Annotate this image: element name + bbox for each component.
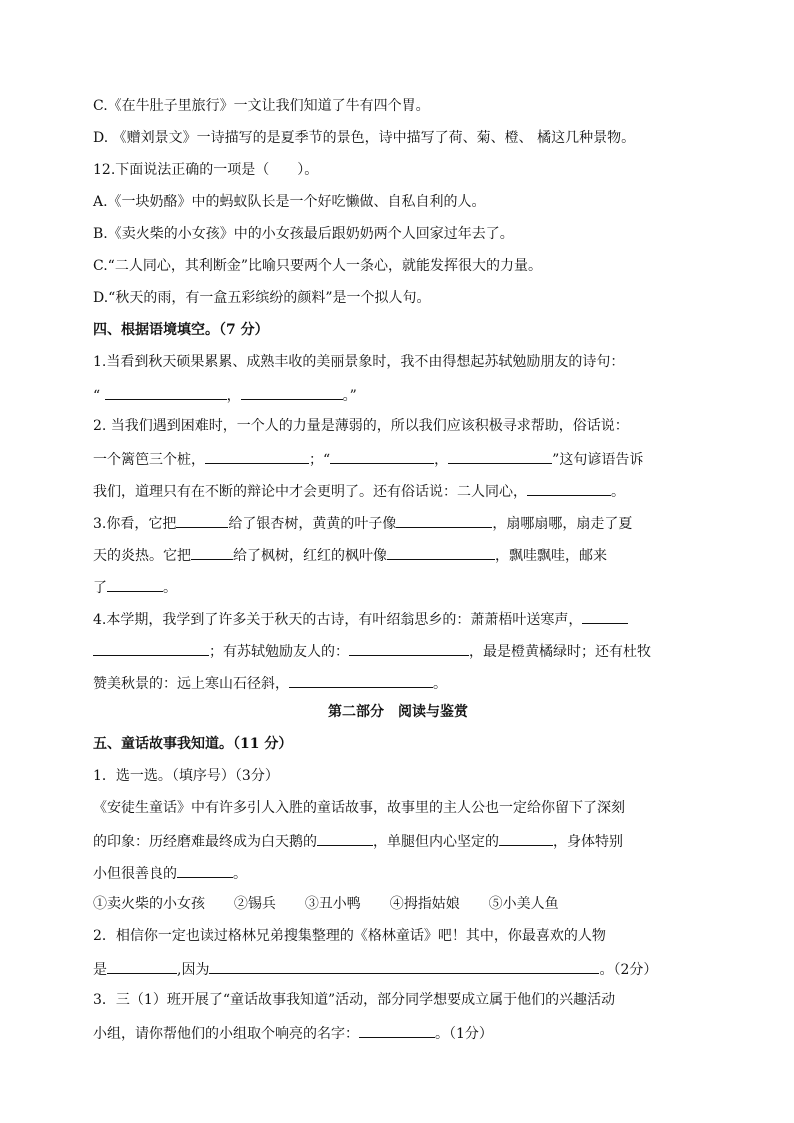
s4-q2-line3: 我们，道理只有在不断的辩论中才会更明了。还有俗话说：二人同心， 。 (93, 480, 703, 502)
blank-input[interactable] (349, 640, 469, 656)
blank-input[interactable] (448, 448, 552, 464)
blank-input[interactable] (499, 830, 553, 846)
blank-input[interactable] (330, 448, 434, 464)
blank-input[interactable] (387, 544, 495, 560)
blank-input[interactable] (191, 544, 233, 560)
blank-input[interactable] (527, 480, 611, 496)
blank-input[interactable] (93, 640, 209, 656)
q12-stem: 12.下面说法正确的一项是（ ）。 (93, 162, 319, 178)
blank-input[interactable] (241, 384, 343, 400)
q12-option-b: B.《卖火柴的小女孩》中的小女孩最后跟奶奶两个人回家过年去了。 (93, 226, 514, 242)
q11-option-c: C.《在牛肚子里旅行》一文让我们知道了牛有四个胃。 (93, 98, 430, 114)
q12-option-c: C.“二人同心，其利断金”比喻只要两个人一条心，就能发挥很大的力量。 (93, 258, 542, 274)
s5-q1-line2: 的印象：历经磨难最终成为白天鹅的 ，单腿但内心坚定的 ，身体特别 (93, 830, 703, 852)
s4-q1-line2: “ ， 。” (93, 384, 703, 406)
s5-q1-line1: 《安徒生童话》中有许多引人入胜的童话故事，故事里的主人公也一定给你留下了深刻 (93, 800, 625, 816)
s5-q1-line3: 小但很善良的 。 (93, 862, 703, 884)
s4-q1-line1: 1.当看到秋天硕果累累、成熟丰收的美丽景象时，我不由得想起苏轼勉励朋友的诗句： (93, 354, 625, 370)
blank-input[interactable] (107, 576, 163, 592)
option-1: ①卖火柴的小女孩 (93, 896, 205, 912)
blank-input[interactable] (359, 1022, 435, 1038)
q12-option-a: A.《一块奶酪》中的蚂蚁队长是一个好吃懒做、自私自利的人。 (93, 194, 486, 210)
section-5-title: 五、童话故事我知道。（11 分） (93, 736, 293, 752)
blank-input[interactable] (582, 608, 628, 624)
s5-q2-line1: 2．相信你一定也读过格林兄弟搜集整理的《格林童话》吧！其中，你最喜欢的人物 (93, 928, 606, 944)
option-3: ③丑小鸭 (304, 896, 361, 912)
blank-input[interactable] (289, 672, 433, 688)
s4-q4-line3: 赞美秋景的：远上寒山石径斜， 。 (93, 672, 703, 694)
s4-q2-line1: 2. 当我们遇到困难时，一个人的力量是薄弱的，所以我们应该积极寻求帮助，俗话说： (93, 418, 629, 434)
blank-input[interactable] (107, 958, 177, 974)
blank-input[interactable] (205, 448, 309, 464)
option-2: ②锡兵 (233, 896, 276, 912)
part-2-title: 第二部分 阅读与鉴赏 (328, 704, 468, 720)
blank-input[interactable] (317, 830, 373, 846)
option-4: ④拇指姑娘 (389, 896, 460, 912)
s5-q1-stem: 1．选一选。（填序号）（3分） (93, 768, 279, 784)
blank-input[interactable] (209, 958, 599, 974)
s5-q3-line1: 3．三（1）班开展了“童话故事我知道”活动，部分同学想要成立属于他们的兴趣活动 (93, 992, 616, 1008)
blank-input[interactable] (177, 862, 233, 878)
s4-q4-line1: 4.本学期，我学到了许多关于秋天的古诗，有叶绍翁思乡的：萧萧梧叶送寒声， (93, 608, 703, 630)
s5-q2-line2: 是 ,因为 。（2分） (93, 958, 703, 980)
option-5: ⑤小美人鱼 (488, 896, 559, 912)
s5-q3-line2: 小组，请你帮他们的小组取个响亮的名字： 。（1分） (93, 1022, 703, 1044)
section-4-title: 四、根据语境填空。（7 分） (93, 322, 269, 338)
s4-q2-line2: 一个篱笆三个桩， ；“ ， ”这句谚语告诉 (93, 448, 703, 470)
blank-input[interactable] (176, 512, 228, 528)
blank-input[interactable] (105, 384, 227, 400)
s4-q3-line1: 3.你看，它把 给了银杏树，黄黄的叶子像 ，扇哪扇哪，扇走了夏 (93, 512, 703, 534)
s5-q1-options (93, 894, 703, 914)
q11-option-d: D. 《赠刘景文》一诗描写的是夏季节的景色，诗中描写了荷、菊、橙、 橘这几种景物。 (93, 130, 636, 146)
s4-q3-line3: 了 。 (93, 576, 703, 598)
q12-option-d: D.“秋天的雨，有一盒五彩缤纷的颜料”是一个拟人句。 (93, 290, 431, 306)
s4-q4-line2: ；有苏轼勉励友人的： ，最是橙黄橘绿时；还有杜牧 (93, 640, 703, 662)
blank-input[interactable] (396, 512, 492, 528)
s4-q3-line2: 天的炎热。它把 给了枫树，红红的枫叶像 ，飘哇飘哇，邮来 (93, 544, 703, 566)
